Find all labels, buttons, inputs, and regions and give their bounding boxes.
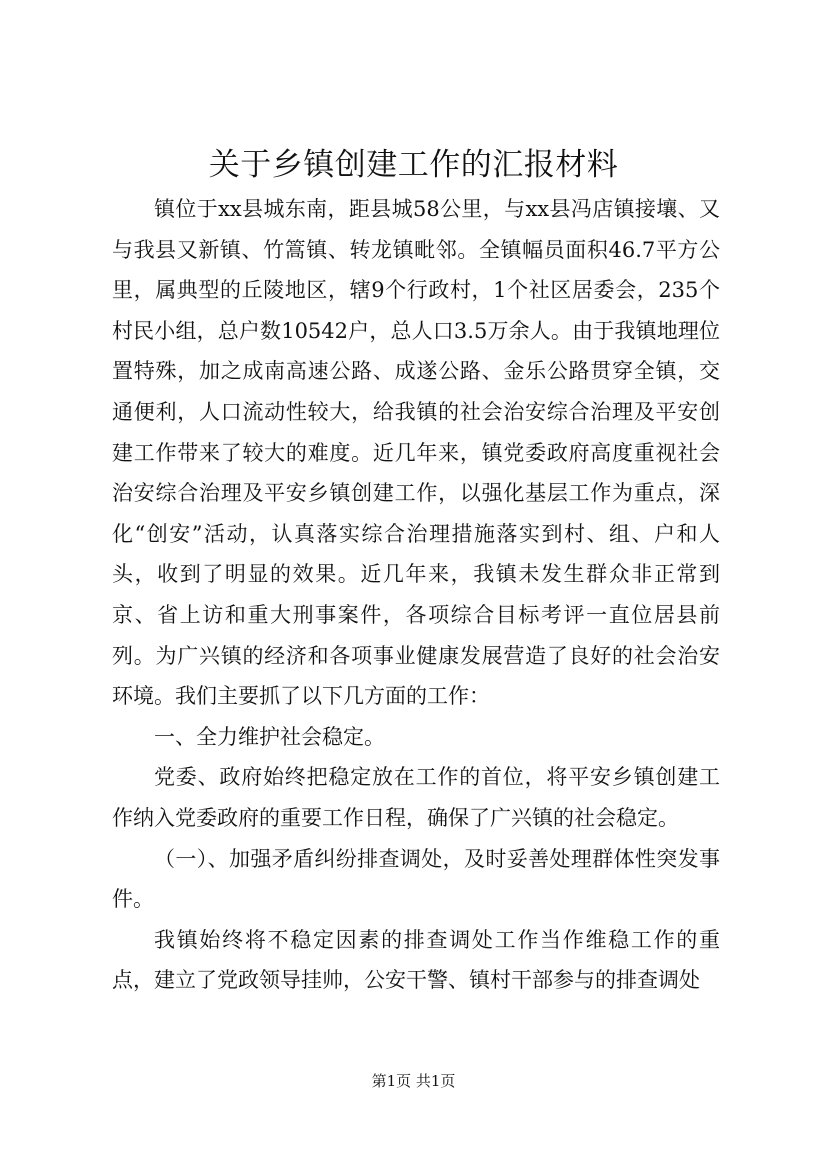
paragraph-intro: 镇位于xx县城东南，距县城58公里，与xx县冯店镇接壤、又与我县又新镇、竹篙镇、转龙镇毗邻。全镇幅员面积46.7平方公里，属典型的丘陵地区，辖9个行政村，1个社区居委会，235个村民小组，总户数10542户，总人口3.5万余人。由于我镇地理位置特殊，加之成南高速公路、成遂公路、金乐公路贯穿全镇，交通便利，人口流动性较大，给我镇的社会治安综合治理及平安创建工作带来了较大的难度。近几年来，镇党委政府高度重视社会治安综合治理及平安乡镇创建工作，以强化基层工作为重点，深化“创安”活动，认真落实综合治理措施落实到村、组、户和人头，收到了明显的效果。近几年来，我镇未发生群众非正常到京、省上访和重大刑事案件，各项综合目标考评一直位居县前列。为广兴镇的经济和各项事业健康发展营造了良好的社会治安环境。我们主要抓了以下几方面的工作： (112, 197, 720, 709)
subsection-heading-1: （一）、加强矛盾纠纷排查调处，及时妥善处理群体性突发事件。 (112, 846, 720, 912)
document-body (112, 189, 720, 1001)
page-number-footer: 第1页 共1页 (371, 1072, 456, 1090)
section-heading-1: 一、全力维护社会稳定。 (154, 724, 385, 749)
paragraph-section-1: 党委、政府始终把稳定放在工作的首位，将平安乡镇创建工作纳入党委政府的重要工作日程，确保了广兴镇的社会稳定。 (112, 765, 720, 830)
paragraph-subsection-1: 我镇始终将不稳定因素的排查调处工作当作维稳工作的重点，建立了党政领导挂帅，公安干警、镇村干部参与的排查调处 (112, 927, 720, 993)
document-title: 关于乡镇创建工作的汇报材料 (208, 147, 619, 183)
